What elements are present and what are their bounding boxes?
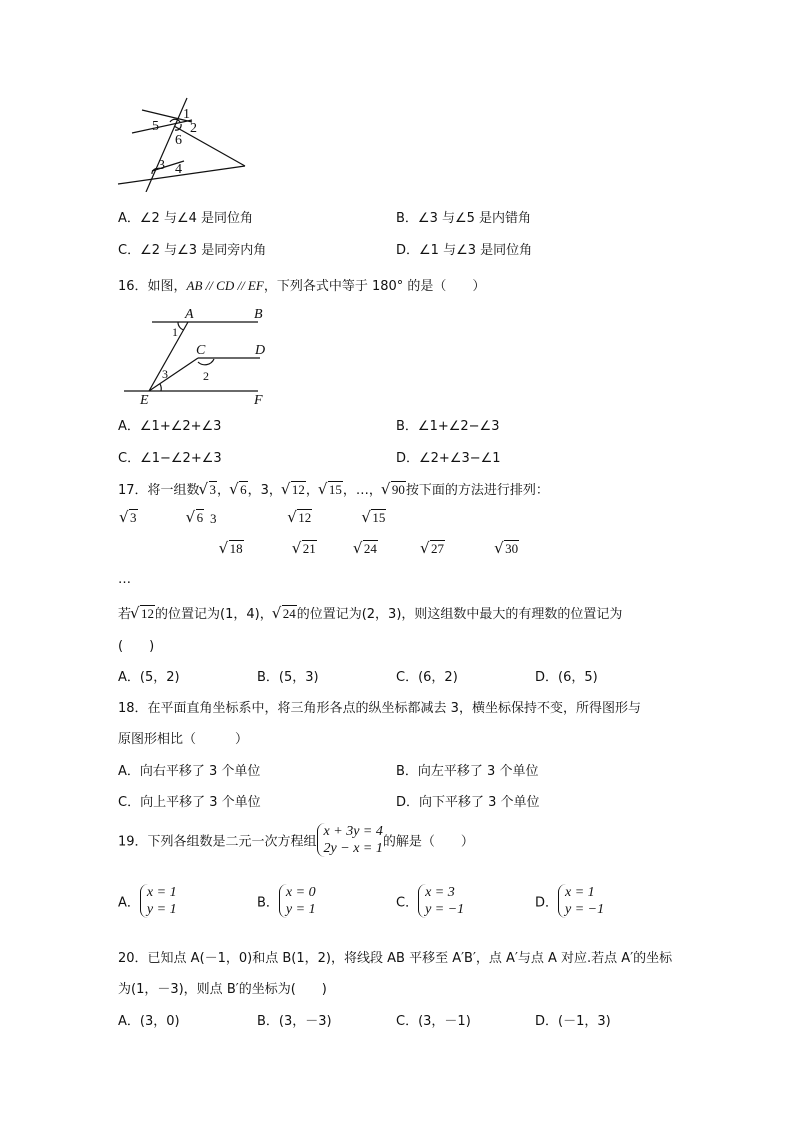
fig15-label-3: 3 — [158, 158, 165, 173]
q19-stem-prefix: 19．下列各组数是二元一次方程组 — [118, 834, 317, 850]
q17-stem-ellipsis: … — [355, 483, 369, 498]
q17-para-sqrt-24: √ 24 — [273, 606, 297, 622]
q17-row1-item1: √ 3 — [120, 510, 138, 526]
q19-option-c-label: C． — [396, 895, 419, 911]
q16-option-d[interactable]: D．∠2+∠3−∠1 — [396, 451, 501, 466]
q17-row2-item5: √ 30 — [495, 541, 519, 557]
fig16-label-3: 3 — [162, 367, 168, 381]
q19-option-c-system: x = 3 y = −1 — [418, 884, 464, 918]
fig16-label-e: E — [140, 393, 149, 408]
q17-row2-item2: √ 21 — [293, 541, 317, 557]
q17-stem-sqrt-6: √ 6 — [230, 482, 248, 498]
q20-stem-line1: 20．已知点 A(－1，0)和点 B(1，2)，将线段 AB 平移至 A′B′，点 A′与点 A 对应.若点 A′的坐标 — [118, 951, 673, 966]
q19-option-d-label: D． — [535, 895, 559, 911]
fig15-label-2: 2 — [190, 121, 197, 136]
fig16-label-d: D — [255, 343, 266, 358]
q19-option-d-system: x = 1 y = −1 — [558, 884, 604, 918]
q17-stem: 17．将一组数√ 3，√ 6，3，√ 12，√ 15，…，√ 90按下面的方法进行排列： — [118, 479, 549, 498]
q17-para-text-2: 的位置记为(1，4)， — [155, 607, 273, 622]
q15-option-c[interactable]: C．∠2 与∠3 是同旁内角 — [118, 243, 267, 258]
q16-figure — [118, 302, 278, 408]
q17-paragraph — [118, 603, 622, 622]
q17-stem-sqrt-12: √ 12 — [282, 482, 306, 498]
q17-para-text-3: 的位置记为(2，3)，则这组数中最大的有理数的位置记为 — [296, 607, 623, 622]
q20-option-d[interactable]: D．(－1，3) — [535, 1014, 611, 1029]
q17-row2-item1: √ 18 — [220, 541, 244, 557]
q17-row2-item3: √ 24 — [354, 541, 378, 557]
q18-option-b[interactable]: B．向左平移了 3 个单位 — [396, 764, 539, 779]
q16-stem — [118, 275, 485, 294]
fig16-label-a: A — [185, 307, 194, 322]
q17-stem-prefix: 17．将一组数 — [118, 483, 200, 498]
q16-option-b[interactable]: B．∠1+∠2−∠3 — [396, 419, 500, 434]
q15-option-d[interactable]: D．∠1 与∠3 是同位角 — [396, 243, 533, 258]
q20-option-a[interactable]: A．(3，0) — [118, 1014, 180, 1029]
q17-row1-item4: √ 12 — [288, 510, 312, 526]
q18-option-c[interactable]: C．向上平移了 3 个单位 — [118, 795, 261, 810]
q18-stem-line1: 18．在平面直角坐标系中，将三角形各点的纵坐标都减去 3，横坐标保持不变，所得图形与 — [118, 701, 641, 716]
q17-ellipsis: … — [118, 572, 131, 587]
fig15-label-6: 6 — [175, 133, 182, 148]
q17-para-text-1: 若 — [118, 607, 132, 622]
q17-option-b[interactable]: B．(5，3) — [257, 670, 319, 685]
fig16-label-c: C — [196, 343, 206, 358]
q20-option-c[interactable]: C．(3，－1) — [396, 1014, 471, 1029]
q16-stem-math: AB // CD // EF — [186, 278, 264, 293]
q19-option-a[interactable] — [118, 884, 177, 918]
q16-stem-suffix: ，下列各式中等于 180° 的是（ ） — [263, 279, 486, 294]
q17-stem-sqrt-15: √ 15 — [319, 482, 343, 498]
q19-option-b[interactable] — [257, 884, 316, 918]
q17-row1-item3: 3 — [210, 511, 217, 526]
q16-option-c[interactable]: C．∠1−∠2+∠3 — [118, 451, 222, 466]
q19-stem — [118, 823, 474, 857]
q19-option-b-system: x = 0 y = 1 — [279, 884, 316, 918]
q19-option-a-label: A． — [118, 895, 140, 911]
q17-stem-sqrt-90: √ 90 — [382, 482, 406, 498]
q19-eq-2: 2y − x = 1 — [323, 841, 383, 856]
q17-option-c[interactable]: C．(6，2) — [396, 670, 458, 685]
fig16-label-2: 2 — [203, 369, 209, 383]
q17-stem-sqrt-3: √ 3 — [200, 482, 218, 498]
q19-stem-suffix: 的解是（ ） — [382, 834, 474, 850]
q15-figure — [112, 96, 252, 192]
q17-row2-item4: √ 27 — [421, 541, 445, 557]
q17-stem-three: 3 — [260, 483, 269, 498]
q17-row1-item2: √ 6 — [187, 510, 205, 526]
q20-option-b[interactable]: B．(3，－3) — [257, 1014, 332, 1029]
q17-paren: ( ) — [118, 639, 155, 654]
q19-equation-system — [317, 823, 383, 857]
fig16-label-f: F — [254, 393, 263, 408]
q16-stem-prefix: 16．如图， — [118, 279, 187, 294]
q15-option-b[interactable]: B．∠3 与∠5 是内错角 — [396, 211, 532, 226]
fig16-label-b: B — [254, 307, 263, 322]
q15-option-a[interactable]: A．∠2 与∠4 是同位角 — [118, 211, 254, 226]
fig15-label-5: 5 — [152, 119, 159, 134]
q20-stem-line2: 为(1，－3)，则点 B′的坐标为( ) — [118, 982, 327, 997]
q19-option-c[interactable] — [396, 884, 464, 918]
q17-option-a[interactable]: A．(5，2) — [118, 670, 180, 685]
q17-option-d[interactable]: D．(6，5) — [535, 670, 598, 685]
q17-row1-item5: √ 15 — [362, 510, 386, 526]
q19-option-a-system: x = 1 y = 1 — [140, 884, 177, 918]
q18-option-d[interactable]: D．向下平移了 3 个单位 — [396, 795, 540, 810]
q19-eq-1: x + 3y = 4 — [323, 824, 383, 839]
q18-stem-line2: 原图形相比（ ） — [118, 732, 249, 747]
fig15-label-1: 1 — [183, 107, 190, 122]
q18-option-a[interactable]: A．向右平移了 3 个单位 — [118, 764, 261, 779]
q19-option-d[interactable] — [535, 884, 604, 918]
fig15-label-4: 4 — [175, 162, 182, 177]
q17-para-sqrt-12: √ 12 — [131, 606, 155, 622]
q19-option-b-label: B． — [257, 895, 279, 911]
q16-option-a[interactable]: A．∠1+∠2+∠3 — [118, 419, 222, 434]
fig16-label-1: 1 — [172, 325, 178, 339]
q17-stem-suffix: 按下面的方法进行排列： — [405, 483, 549, 498]
